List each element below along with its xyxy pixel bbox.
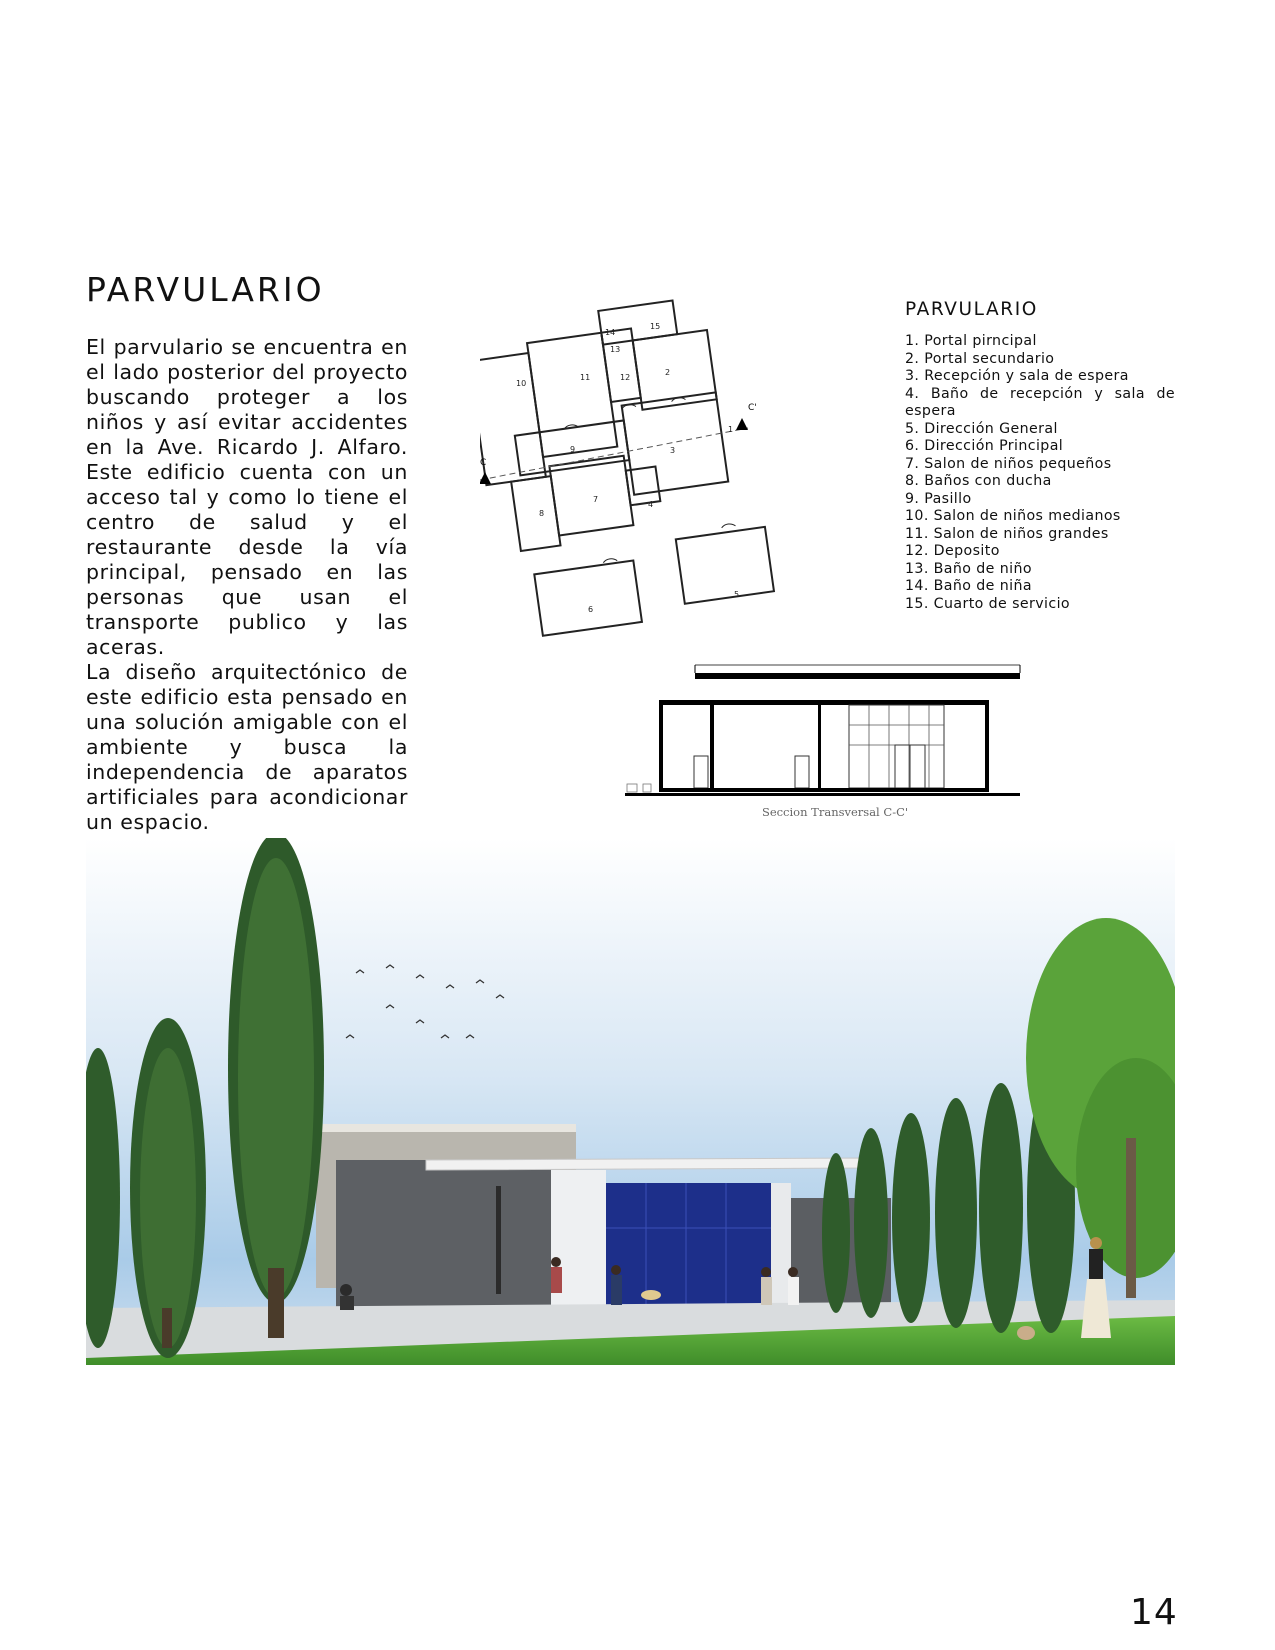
glass-facade <box>849 705 944 788</box>
legend-item: 1. Portal pirncipal <box>905 333 1037 349</box>
legend-item: 5. Dirección General <box>905 420 1058 437</box>
legend-item: 9. Pasillo <box>905 490 972 507</box>
cut-arrow <box>480 472 491 484</box>
room-number: 7 <box>593 495 599 504</box>
legend-item: 3. Recepción y sala de espera <box>905 368 1129 384</box>
room-legend <box>905 333 1175 613</box>
room-number: 6 <box>588 605 594 614</box>
room-number: 10 <box>516 379 527 388</box>
canopy <box>426 1158 866 1170</box>
room-outline <box>534 560 642 635</box>
paragraph: El parvulario se encuentra en el lado posterior del proyecto buscando proteger a los niños y así evitar accidentes en la Ave. Ricardo J. Alfaro. Este edificio cuenta con un acceso tal y como lo tiene el centro de salud y el restaurante desde la vía principal, pensado en las personas que usan el transporte publico y las aceras. <box>86 335 408 659</box>
room-number: 14 <box>605 328 616 337</box>
room-number: 13 <box>610 345 621 354</box>
legend-item: 4. Baño de recepción y sala de espera <box>905 385 1175 419</box>
roof-line <box>659 700 989 705</box>
legend-item: 11. Salon de niños grandes <box>905 525 1109 542</box>
door-arc <box>603 558 617 563</box>
door <box>795 756 809 788</box>
door <box>694 756 708 788</box>
cross-section <box>625 662 1045 812</box>
legend-item: 7. Salon de niños pequeños <box>905 455 1112 472</box>
legend-item: 6. Dirección Principal <box>905 438 1064 454</box>
room-number: 2 <box>665 368 671 377</box>
wall <box>710 705 714 788</box>
cut-arrow <box>736 418 748 430</box>
legend-item: 10. Salon de niños medianos <box>905 508 1121 524</box>
legend-title: PARVULARIO <box>905 299 1038 320</box>
stone-block <box>336 1160 551 1310</box>
room-outline <box>676 527 774 604</box>
page-title: PARVULARIO <box>86 270 325 309</box>
wall <box>659 705 663 788</box>
room-number: 3 <box>670 446 676 455</box>
room-outline <box>622 392 729 494</box>
section-caption: Seccion Transversal C-C' <box>761 805 909 819</box>
room-number: 11 <box>580 373 591 382</box>
page-number: 14 <box>1130 1592 1178 1633</box>
room-number: 12 <box>620 373 631 382</box>
cypress-tree <box>854 1128 888 1318</box>
legend-item: 15. Cuarto de servicio <box>905 595 1071 612</box>
cypress-tree <box>892 1113 930 1323</box>
glass-facade <box>606 1183 771 1308</box>
legend-item: 12. Deposito <box>905 543 1000 559</box>
floor-plan <box>480 290 780 640</box>
cypress-tree <box>935 1098 977 1328</box>
floor-slab <box>659 788 989 792</box>
legend-item: 13. Baño de niño <box>905 560 1032 577</box>
ground-line <box>625 793 1020 796</box>
cypress-tree <box>979 1083 1023 1333</box>
wall <box>818 705 821 788</box>
legend-item: 14. Baño de niña <box>905 578 1032 594</box>
cypress-tree <box>822 1153 850 1313</box>
building-render <box>86 838 1175 1365</box>
room-outline <box>598 300 677 344</box>
roof-slab <box>695 673 1020 679</box>
cut-mark-label: C' <box>748 403 757 413</box>
legend-item: 8. Baños con ducha <box>905 473 1052 489</box>
room-number: 5 <box>734 590 740 599</box>
description-text <box>86 335 408 835</box>
room-number: 4 <box>648 500 654 509</box>
room-number: 1 <box>728 425 734 434</box>
room-number: 15 <box>650 322 661 331</box>
wall <box>985 705 989 788</box>
paragraph: La diseño arquitectónico de este edificio esta pensado en una solución amigable con el ambiente y busca la independencia de aparatos artificiales para acondicionar un espacio. <box>86 660 408 834</box>
room-outline <box>549 456 633 536</box>
room-number: 8 <box>539 509 545 518</box>
cut-mark-label: C <box>480 458 487 468</box>
legend-item: 2. Portal secundario <box>905 350 1055 367</box>
room-outline <box>480 353 546 485</box>
door-arc <box>721 523 735 528</box>
room-number: 9 <box>570 445 576 454</box>
